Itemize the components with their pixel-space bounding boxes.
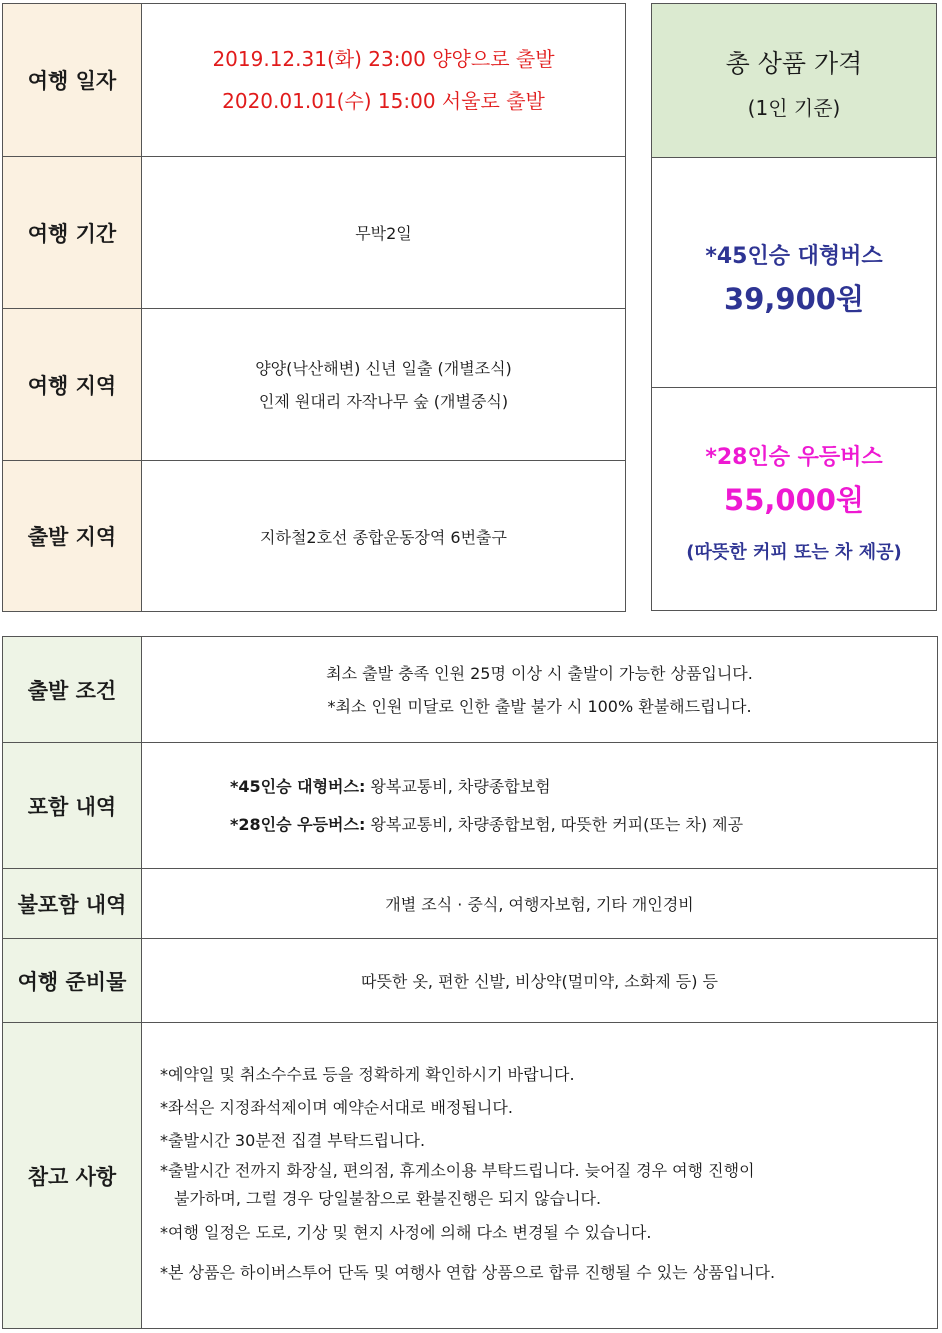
included-item-name: *45인승 대형버스: [230,776,366,796]
bus28-price: 55,000원 [724,483,864,517]
excluded-value: 개별 조식 · 중식, 여행자보험, 기타 개인경비 [142,869,938,939]
region-line-1: 양양(낙산해변) 신년 일출 (개별조식) [255,358,512,378]
condition-value [142,637,938,743]
bus45-name: *45인승 대형버스 [705,244,883,269]
preparation-label: 여행 준비물 [3,939,142,1023]
departure-datetime: 2019.12.31(화) 23:00 양양으로 출발 [212,47,555,71]
note-item: *여행 일정은 도로, 기상 및 현지 사정에 의해 다소 변경될 수 있습니다. [160,1223,652,1242]
price-header [652,4,936,158]
details-table [2,636,938,1329]
included-item [230,806,937,844]
excluded-label: 불포함 내역 [3,869,142,939]
price-title: 총 상품 가격 [725,49,863,78]
included-item-desc: 왕복교통비, 차량종합보험, 따뜻한 커피(또는 차) 제공 [365,814,744,834]
travel-date-value [142,4,626,157]
travel-region-value [142,309,626,461]
departure-location-label: 출발 지역 [3,461,142,612]
note-item: *예약일 및 취소수수료 등을 정확하게 확인하시기 바랍니다. [160,1065,575,1084]
included-item-desc: 왕복교통비, 차량종합보험 [365,776,551,796]
travel-region-label: 여행 지역 [3,309,142,461]
note-item: *좌석은 지정좌석제이며 예약순서대로 배정됩니다. [160,1098,513,1117]
departure-location-value: 지하철2호선 종합운동장역 6번출구 [142,461,626,612]
region-line-2: 인제 원대리 자작나무 숲 (개별중식) [258,391,509,411]
preparation-value: 따뜻한 옷, 편한 신발, 비상약(멀미약, 소화제 등) 등 [142,939,938,1023]
note-item: *본 상품은 하이버스투어 단독 및 여행사 연합 상품으로 합류 진행될 수 있는 상품입니다. [160,1263,776,1282]
note-item: *출발시간 30분전 집결 부탁드립니다. [160,1131,426,1150]
price-28-bus [652,388,936,611]
note-item: *출발시간 전까지 화장실, 편의점, 휴게소이용 부탁드립니다. 늦어질 경우 여행 진행이 [160,1161,755,1180]
price-subtitle: (1인 기준) [747,96,841,120]
notes-label: 참고 사항 [3,1023,142,1329]
note-item-continued: 불가하며, 그럴 경우 당일불참으로 환불진행은 되지 않습니다. [174,1189,602,1208]
included-value [142,743,938,869]
travel-duration-label: 여행 기간 [3,157,142,309]
notes-value [142,1023,938,1329]
price-box [651,3,937,611]
included-label: 포함 내역 [3,743,142,869]
bus45-price: 39,900원 [724,282,864,316]
travel-date-label: 여행 일자 [3,4,142,157]
condition-line-2: *최소 인원 미달로 인한 출발 불가 시 100% 환불해드립니다. [327,696,752,716]
trip-info-table [2,3,626,612]
condition-label: 출발 조건 [3,637,142,743]
bus28-name: *28인승 우등버스 [705,445,883,470]
price-45-bus [652,157,936,388]
condition-line-1: 최소 출발 충족 인원 25명 이상 시 출발이 가능한 상품입니다. [326,663,753,683]
included-item-name: *28인승 우등버스: [230,814,366,834]
travel-duration-value: 무박2일 [142,157,626,309]
included-item [230,768,937,806]
return-datetime: 2020.01.01(수) 15:00 서울로 출발 [222,89,545,113]
bus28-note: (따뜻한 커피 또는 차 제공) [686,542,902,563]
